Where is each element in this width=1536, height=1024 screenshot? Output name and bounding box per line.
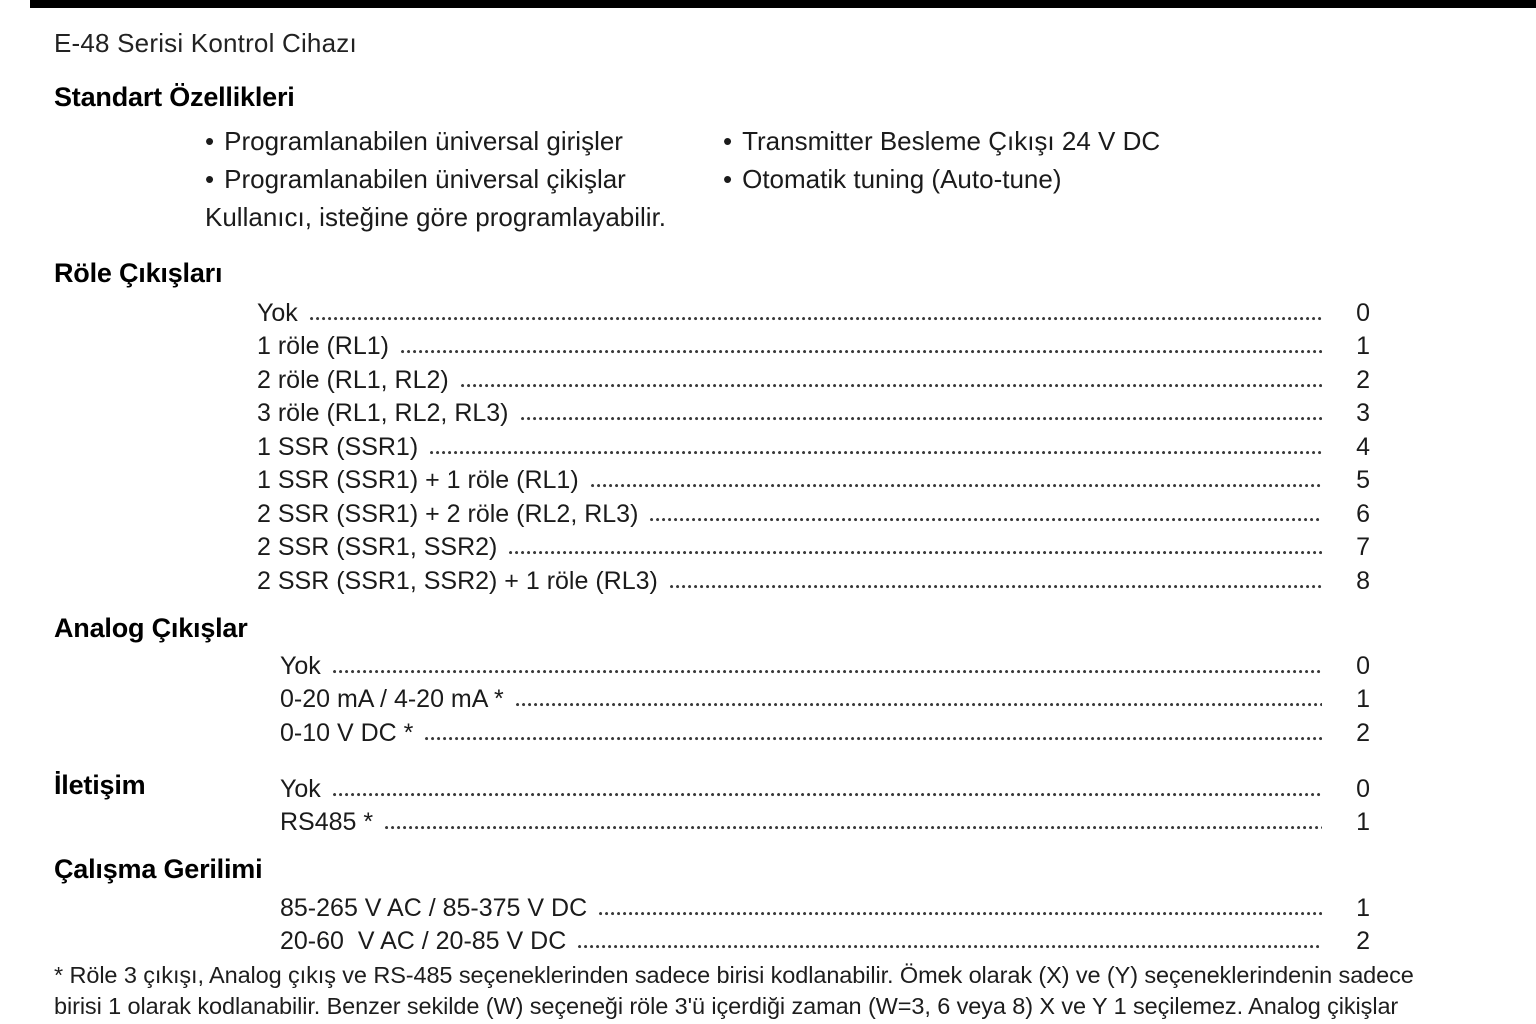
option-row <box>280 647 1370 681</box>
option-row <box>257 361 1370 395</box>
bullet-text: Otomatik tuning (Auto-tune) <box>742 164 1062 194</box>
dotted-leader <box>425 737 1322 741</box>
option-row <box>280 681 1370 715</box>
top-rule-bar <box>30 0 1536 8</box>
dotted-leader <box>521 417 1322 421</box>
bullet-icon: • <box>723 164 733 194</box>
dotted-leader <box>599 912 1322 916</box>
option-label: 1 SSR (SSR1) + 1 röle (RL1) <box>257 466 579 494</box>
dotted-leader <box>333 793 1322 797</box>
option-row <box>257 328 1370 362</box>
option-label: 0-10 V DC * <box>280 718 414 747</box>
iletisim-option-list <box>280 770 1370 837</box>
dotted-leader <box>670 585 1322 589</box>
option-label: Yok <box>280 651 321 680</box>
option-label: 2 SSR (SSR1, SSR2) + 1 röle (RL3) <box>257 566 658 595</box>
option-label: Yok <box>257 298 298 327</box>
dotted-leader <box>591 484 1322 488</box>
option-row <box>280 804 1370 838</box>
option-code: 2 <box>1356 718 1370 747</box>
option-row <box>280 889 1370 923</box>
dotted-leader <box>333 670 1322 674</box>
standart-note: Kullanıcı, isteğine göre programlayabilir. <box>205 202 667 232</box>
option-code: 2 <box>1356 365 1370 394</box>
section-heading-standart-ozellikleri: Standart Özellikleri <box>54 82 295 112</box>
option-label: 20-60 V AC / 20-85 V DC <box>280 927 567 955</box>
option-code: 4 <box>1356 432 1370 461</box>
bullet-icon: • <box>723 126 733 156</box>
section-heading-calisma-gerilimi: Çalışma Gerilimi <box>54 854 263 884</box>
option-row <box>257 395 1370 429</box>
option-row <box>280 714 1370 748</box>
section-heading-role-cikislari: Röle Çıkışları <box>54 258 223 288</box>
option-code: 1 <box>1356 893 1370 922</box>
option-code: 5 <box>1356 466 1370 494</box>
option-label: 3 röle (RL1, RL2, RL3) <box>257 399 509 427</box>
option-label: 1 röle (RL1) <box>257 332 389 360</box>
dotted-leader <box>430 451 1322 455</box>
option-label: 0-20 mA / 4-20 mA * <box>280 685 504 713</box>
document-title: E-48 Serisi Kontrol Cihazı <box>54 28 357 58</box>
bullet-item <box>723 126 1160 157</box>
option-row <box>257 562 1370 596</box>
footnote <box>54 960 1502 1021</box>
bullet-text: Transmitter Besleme Çıkışı 24 V DC <box>742 126 1161 156</box>
bullet-text: Programlanabilen üniversal çikişlar <box>224 164 626 194</box>
bullet-row <box>205 126 1160 164</box>
option-code: 0 <box>1356 651 1370 680</box>
option-row <box>280 923 1370 957</box>
option-code: 3 <box>1356 399 1370 427</box>
option-label: Yok <box>280 774 321 803</box>
option-label: 2 SSR (SSR1) + 2 röle (RL2, RL3) <box>257 499 639 528</box>
bullet-text: Programlanabilen üniversal girişler <box>224 126 623 156</box>
option-code: 0 <box>1356 774 1370 803</box>
standart-bullet-list <box>205 126 1160 202</box>
option-label: 1 SSR (SSR1) <box>257 432 419 461</box>
dotted-leader <box>385 826 1322 830</box>
calisma-option-list <box>280 889 1370 956</box>
analog-option-list <box>280 647 1370 748</box>
option-label: RS485 * <box>280 808 374 836</box>
option-code: 8 <box>1356 566 1370 595</box>
section-heading-analog-cikislar: Analog Çıkışlar <box>54 613 248 643</box>
dotted-leader <box>650 518 1322 522</box>
bullet-item <box>723 164 1062 195</box>
dotted-leader <box>578 945 1322 949</box>
footnote-line-2: birisi 1 olarak kodlanabilir. Benzer sekilde (W) seçeneği röle 3'ü içerdiği zaman (W=3, 6 veya 8) X ve Y 1 seçilemez. Analog çikişlar <box>54 992 1399 1019</box>
bullet-row <box>205 164 1160 202</box>
option-row <box>257 529 1370 563</box>
dotted-leader <box>461 384 1322 388</box>
option-row <box>257 428 1370 462</box>
option-row <box>257 294 1370 328</box>
bullet-item <box>205 164 723 195</box>
dotted-leader <box>401 350 1322 354</box>
dotted-leader <box>310 317 1322 321</box>
section-heading-iletisim: İletişim <box>54 770 146 800</box>
option-code: 7 <box>1356 533 1370 561</box>
option-label: 85-265 V AC / 85-375 V DC <box>280 893 588 922</box>
dotted-leader <box>509 551 1322 555</box>
option-code: 1 <box>1356 332 1370 360</box>
bullet-item <box>205 126 723 157</box>
option-row <box>257 495 1370 529</box>
option-label: 2 röle (RL1, RL2) <box>257 365 449 394</box>
option-code: 1 <box>1356 808 1370 836</box>
option-code: 1 <box>1356 685 1370 713</box>
footnote-line-1: * Röle 3 çıkışı, Analog çıkış ve RS-485 seçeneklerinden sadece birisi kodlanabilir. Ömek olarak (X) ve (Y) seçeneklerindenin sadece <box>54 962 1414 988</box>
option-row <box>257 462 1370 496</box>
option-code: 2 <box>1356 927 1370 955</box>
option-row <box>280 770 1370 804</box>
option-label: 2 SSR (SSR1, SSR2) <box>257 533 498 561</box>
bullet-icon: • <box>205 164 215 194</box>
option-code: 6 <box>1356 499 1370 528</box>
dotted-leader <box>516 703 1322 707</box>
role-option-list <box>257 294 1370 596</box>
bullet-icon: • <box>205 126 215 156</box>
option-code: 0 <box>1356 298 1370 327</box>
